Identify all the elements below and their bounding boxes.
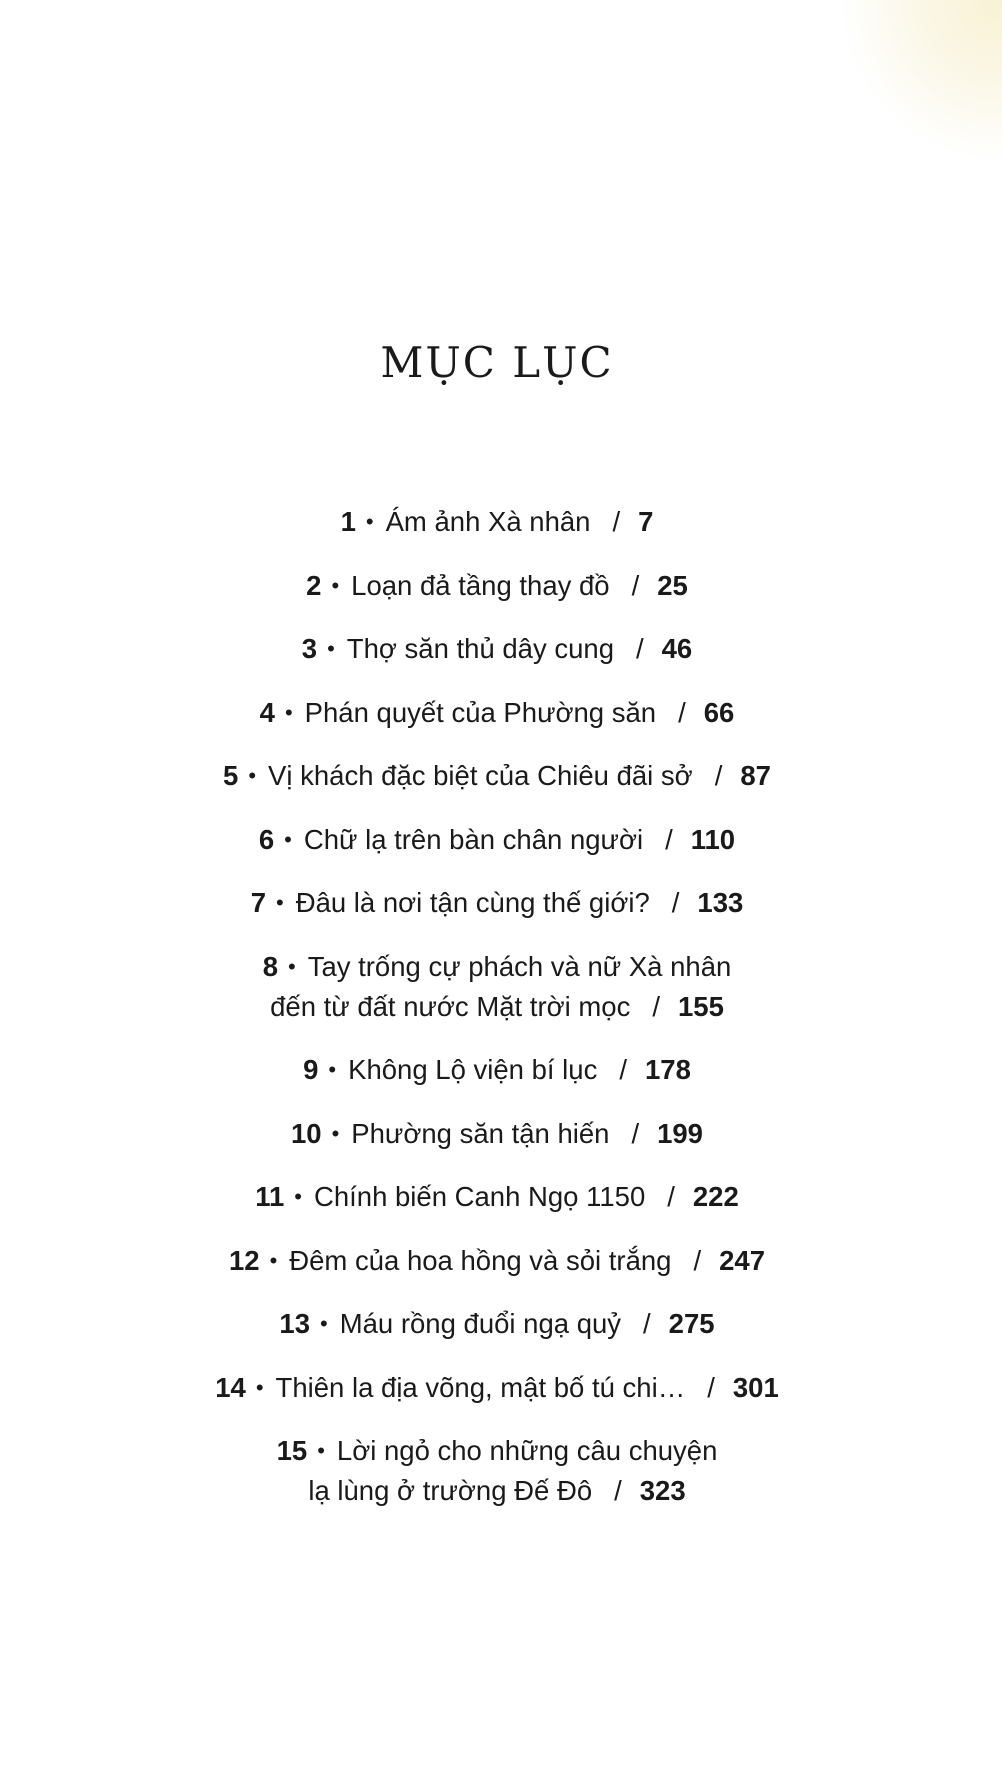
toc-entry [0,1050,994,1090]
page-number: 247 [719,1244,765,1276]
chapter-number: 6 [258,823,275,855]
chapter-number: 13 [279,1308,311,1339]
toc-entry [0,1114,994,1154]
bullet-icon: • [294,1184,302,1209]
page-separator: / [652,990,660,1022]
page-number: 25 [657,569,688,601]
page-separator: / [678,696,686,728]
chapter-title: Thiên la địa võng, mật bố tú chi… [275,1371,686,1403]
toc-entry-line [0,883,994,923]
toc-entry-line [0,1050,994,1090]
page-number: 301 [732,1371,779,1403]
bullet-icon: • [284,699,293,725]
bullet-icon: • [284,826,292,852]
chapter-number: 14 [215,1371,246,1403]
toc-entry-line [0,1431,994,1471]
page-separator: / [619,1054,627,1085]
toc-entry-line [0,1304,994,1344]
page-number: 133 [697,887,744,918]
toc-entry [0,883,994,923]
page-number: 7 [638,506,654,537]
chapter-title: Phán quyết của Phường săn [304,696,657,728]
page-separator: / [614,1475,622,1506]
toc-entry [0,502,994,542]
page-number: 178 [644,1054,691,1085]
toc-entry-line [0,947,994,987]
chapter-number: 9 [303,1054,319,1085]
toc-entry [0,1241,994,1281]
bullet-icon: • [327,636,335,661]
bullet-icon: • [328,1057,337,1082]
page-separator: / [665,823,673,855]
page-number: 323 [639,1475,686,1506]
toc-entry [0,1368,994,1408]
chapter-number: 3 [301,633,318,664]
chapter-number: 5 [223,760,239,791]
toc-entry-line [0,1471,994,1511]
toc-entry [0,566,994,606]
chapter-title: Máu rồng đuổi ngạ quỷ [339,1308,622,1339]
page-separator: / [643,1308,651,1339]
chapter-title: Đêm của hoa hồng và sỏi trắng [289,1244,672,1276]
chapter-title: Đâu là nơi tận cùng thế giới? [295,887,650,918]
bullet-icon: • [276,890,284,915]
page-number: 275 [668,1308,715,1339]
toc-entry-line [0,820,994,860]
chapter-number: 10 [291,1117,322,1149]
toc-entry [0,820,994,860]
bullet-icon: • [248,763,257,788]
bullet-icon: • [317,1438,325,1463]
toc-entry [0,1177,994,1217]
page-number: 199 [657,1117,703,1149]
chapter-number: 2 [306,569,322,601]
page-separator: / [671,887,680,918]
page-separator: / [714,760,723,791]
bullet-icon: • [320,1311,328,1336]
page-separator: / [631,1117,640,1149]
page-number: 87 [740,760,771,791]
toc-entry-line [0,1241,994,1281]
toc-entry-line [0,1114,994,1154]
chapter-title: Chính biến Canh Ngọ 1150 [313,1181,646,1212]
chapter-number: 11 [255,1181,285,1212]
page-separator: / [707,1371,715,1403]
bullet-icon: • [331,1120,340,1146]
chapter-title: Không Lộ viện bí lục [348,1054,598,1085]
page-separator: / [693,1244,702,1276]
chapter-title: đến từ đất nước Mặt trời mọc [270,990,631,1022]
page-number: 46 [661,633,693,664]
bullet-icon: • [269,1247,278,1273]
toc-entry-line [0,693,994,733]
toc-entry-line [0,502,994,542]
chapter-number: 15 [276,1435,308,1466]
page-number: 222 [692,1181,739,1212]
toc-entry [0,1431,994,1511]
chapter-number: 1 [340,506,356,537]
chapter-title: Thợ săn thủ dây cung [346,633,614,664]
toc-entry-line [0,1177,994,1217]
chapter-title: Tay trống cự phách và nữ Xà nhân [307,950,732,982]
toc-entry [0,693,994,733]
chapter-title: Vị khách đặc biệt của Chiêu đãi sở [268,760,693,791]
page-number: 66 [703,696,735,728]
toc-entry-line [0,987,994,1027]
page-number: 110 [690,823,736,855]
chapter-number: 8 [262,950,278,982]
chapter-title: Phường săn tận hiến [351,1117,610,1149]
page-separator: / [612,506,621,537]
page-title: MỤC LỤC [380,338,614,387]
chapter-number: 7 [250,887,266,918]
page-number: 155 [677,990,724,1022]
table-of-contents [0,502,994,1535]
chapter-number: 4 [259,696,275,728]
toc-entry-line [0,1368,994,1408]
chapter-title: lạ lùng ở trường Đế Đô [308,1475,593,1506]
toc-entry-line [0,629,994,669]
toc-entry-line [0,566,994,606]
chapter-title: Lời ngỏ cho những câu chuyện [336,1435,718,1466]
page-separator: / [631,569,640,601]
toc-entry-line [0,756,994,796]
bullet-icon: • [287,953,296,979]
bullet-icon: • [331,572,340,598]
chapter-title: Chữ lạ trên bàn chân người [303,823,644,855]
toc-entry [0,947,994,1027]
toc-entry [0,1304,994,1344]
bullet-icon: • [255,1374,264,1400]
page-separator: / [667,1181,675,1212]
toc-entry [0,629,994,669]
bullet-icon: • [365,509,374,534]
chapter-title: Ám ảnh Xà nhân [385,506,591,537]
page-separator: / [636,633,644,664]
chapter-number: 12 [228,1244,260,1276]
chapter-title: Loạn đả tầng thay đồ [351,569,610,601]
toc-entry [0,756,994,796]
